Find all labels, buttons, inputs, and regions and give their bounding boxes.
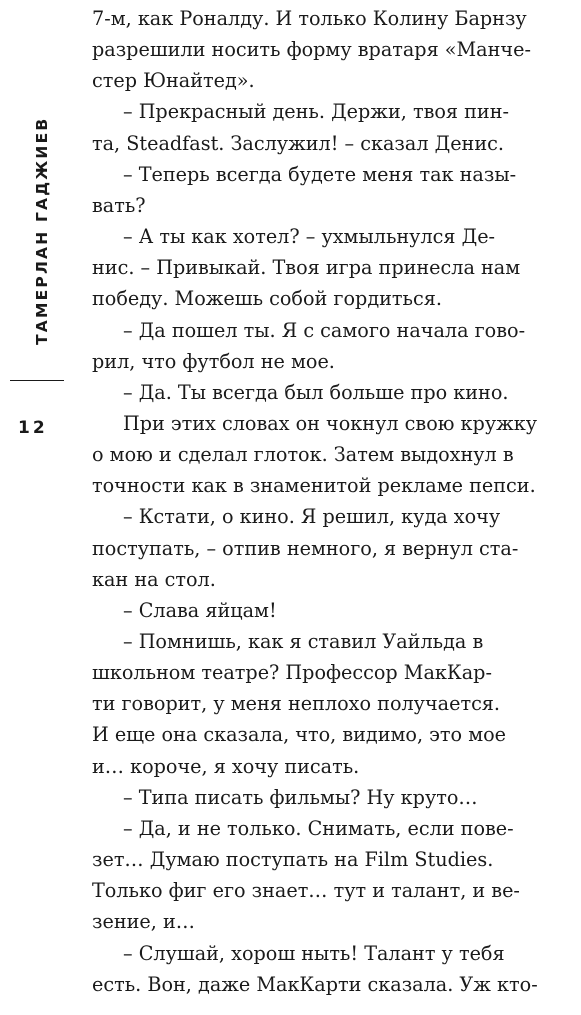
text-line: 7-м, как Роналду. И только Колину Барнзу [92, 7, 527, 30]
text-line: разрешили носить форму вратаря «Манче- [92, 38, 531, 62]
text-line: – Да, и не только. Снимать, если пове- [123, 816, 514, 840]
text-line: ти говорит, у меня неплохо получается. [92, 692, 501, 716]
text-line: зение, и… [92, 910, 195, 934]
text-line: – Помнишь, как я ставил Уайльда в [123, 630, 484, 653]
text-line: поступать, – отпив немного, я вернул ста- [92, 536, 519, 560]
running-head-rule [10, 380, 64, 381]
text-line: рил, что футбол не мое. [92, 349, 335, 373]
text-line: школьном театре? Профессор МакКар- [92, 661, 492, 685]
text-line: – Кстати, о кино. Я решил, куда хочу [123, 505, 501, 529]
text-line: о мою и сделал глоток. Затем выдохнул в [92, 443, 514, 467]
text-line: кан на стол. [92, 567, 216, 591]
text-line: вать? [92, 193, 146, 217]
text-line: И еще она сказала, что, видимо, это мое [92, 723, 507, 747]
text-line: точности как в знаменитой рекламе пепси. [92, 474, 536, 498]
text-line: – Типа писать фильмы? Ну круто… [123, 785, 478, 809]
text-line: – Прекрасный день. Держи, твоя пин- [123, 100, 509, 124]
text-line: – Да пошел ты. Я с самого начала гово- [123, 318, 526, 342]
text-line: Только фиг его знает… тут и талант, и ве- [92, 879, 520, 903]
text-line: зет… Думаю поступать на Film Studies. [92, 848, 494, 872]
text-line: стер Юнайтед». [92, 69, 255, 93]
text-line: – Теперь всегда будете меня так назы- [123, 162, 517, 186]
text-line: – Да. Ты всегда был больше про кино. [123, 380, 509, 404]
text-line: – Слушай, хорош ныть! Талант у тебя [123, 941, 505, 965]
text-line: победу. Можешь собой гордиться. [92, 287, 442, 311]
text-line: – Слава яйцам! [123, 598, 277, 622]
text-line: – А ты как хотел? – ухмыльнулся Де- [123, 225, 496, 249]
page-number: 12 [18, 418, 48, 438]
text-line: та, Steadfast. Заслужил! – сказал Денис. [92, 131, 504, 155]
text-line: При этих словах он чокнул свою кружку [123, 411, 538, 435]
text-line: и… короче, я хочу писать. [92, 754, 360, 778]
text-line: нис. – Привыкай. Твоя игра принесла нам [92, 256, 521, 280]
text-line: есть. Вон, даже МакКарти сказала. Уж кто- [92, 972, 538, 996]
running-head-author: ТАМЕРЛАН ГАДЖИЕВ [33, 116, 51, 345]
